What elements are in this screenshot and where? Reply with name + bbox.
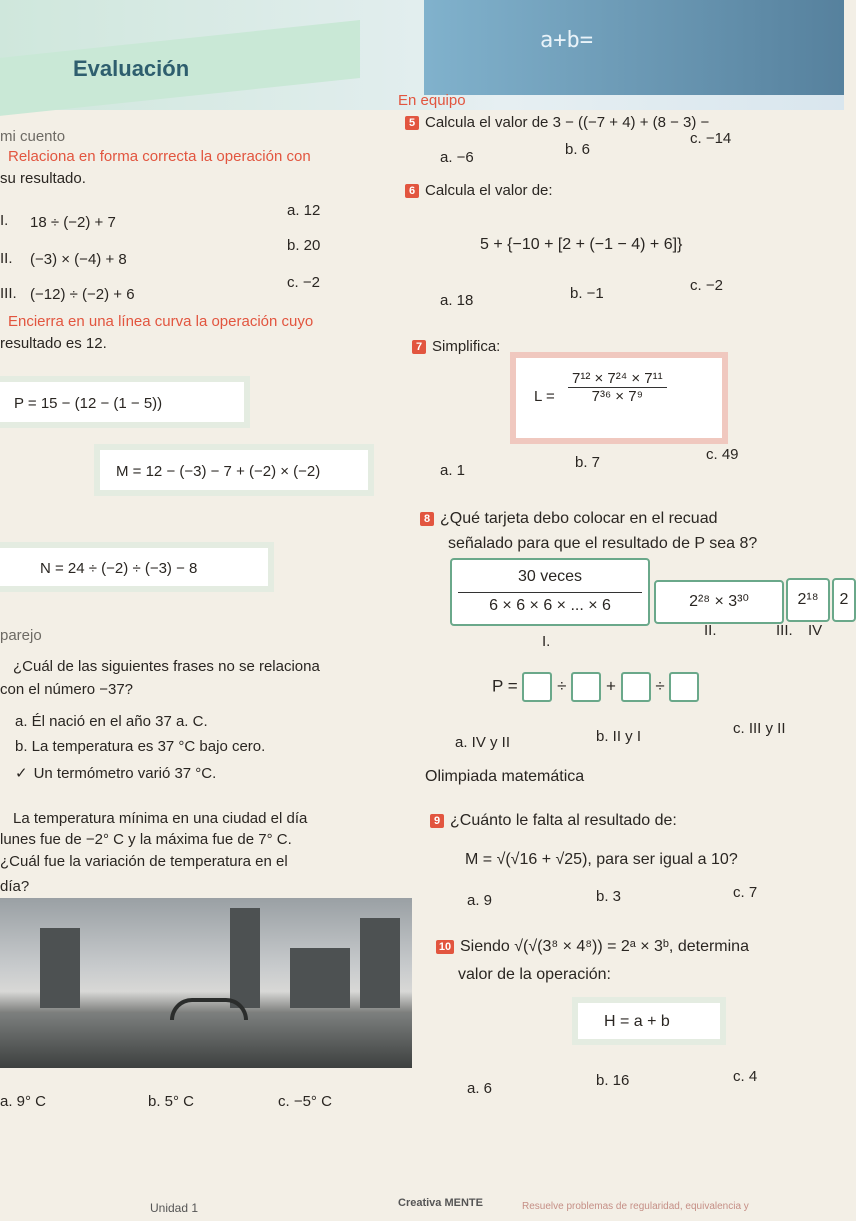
expression-card-m[interactable] (100, 450, 368, 490)
question-5 (405, 114, 709, 131)
question-9-option[interactable]: c. 7 (733, 884, 758, 901)
building-shape (40, 928, 80, 1008)
question-6-expression: 5 + {−10 + [2 + (−1 − 4) + 6]} (480, 236, 683, 253)
op-expression: (−12) ÷ (−2) + 6 (30, 286, 135, 303)
question-7-option[interactable]: c. 49 (706, 446, 739, 463)
card-label-bottom: 6 × 6 × 6 × ... × 6 (458, 592, 642, 615)
question-6-option[interactable]: c. −2 (690, 277, 723, 294)
answer-slot[interactable] (669, 672, 699, 702)
question-temp-line1: La temperatura mínima en una ciudad el día (13, 810, 308, 827)
question-number: 9 (430, 814, 444, 828)
question-9-option[interactable]: b. 3 (596, 888, 622, 905)
question-5-text: Calcula el valor de 3 − ((−7 + 4) + (8 − 3) − (425, 114, 710, 131)
question-6 (405, 182, 553, 199)
question-6-option[interactable]: b. −1 (570, 285, 604, 302)
question-temp-line4: día? (0, 878, 30, 895)
card-label-top: 30 veces (517, 568, 583, 585)
expression-h: H = a + b (604, 1013, 670, 1030)
answer-card-iv[interactable] (832, 578, 856, 622)
expression-m: M = 12 − (−3) − 7 + (−2) × (−2) (116, 463, 321, 480)
card-label: 2²⁸ × 3³⁰ (689, 593, 749, 610)
building-shape (360, 918, 400, 1008)
card-label: 2¹⁸ (797, 591, 819, 608)
instruction-encierra-line2: resultado es 12. (0, 335, 107, 352)
question-37-option-marked[interactable] (15, 764, 216, 782)
question-10-option[interactable]: a. 6 (467, 1080, 493, 1097)
expression-card-h (578, 1003, 720, 1039)
question-9-text: ¿Cuánto le falta al resultado de: (450, 812, 677, 829)
instruction-encierra: Encierra en una línea curva la operación cuyo (8, 313, 314, 330)
expression-card-n[interactable] (0, 548, 268, 586)
question-number: 10 (436, 940, 454, 954)
card-label: 2 (839, 591, 849, 608)
footer-unit: Unidad 1 (150, 1201, 199, 1215)
answer-slot[interactable] (621, 672, 651, 702)
question-10-text-line2: valor de la operación: (458, 966, 611, 983)
temp-option[interactable]: c. −5° C (278, 1093, 332, 1110)
question-9-expression: M = √(√16 + √25), para ser igual a 10? (465, 851, 738, 868)
answer-card-iii[interactable] (786, 578, 830, 622)
simplify-card (510, 352, 728, 444)
question-10-option[interactable]: b. 16 (596, 1072, 630, 1089)
question-8-option[interactable]: a. IV y II (455, 734, 511, 751)
instruction-relaciona (8, 148, 311, 165)
op-roman: II. (0, 250, 13, 267)
question-37-line2: con el número −37? (0, 681, 134, 698)
question-8-option[interactable]: b. II y I (596, 728, 642, 745)
card-roman: II. (704, 622, 717, 639)
op-option: a. 12 (287, 202, 321, 219)
fraction (568, 370, 667, 405)
footer-note: Resuelve problemas de regularidad, equivalencia y (522, 1201, 749, 1212)
fraction-numerator: 7¹² × 7²⁴ × 7¹¹ (568, 370, 667, 388)
header-decoration-text: a+b= (540, 28, 593, 53)
question-7-option[interactable]: a. 1 (440, 462, 466, 479)
footer-logo: Creativa MENTE (398, 1197, 483, 1209)
question-number: 5 (405, 116, 419, 130)
answer-slot[interactable] (522, 672, 552, 702)
simplify-lhs: L = (534, 388, 555, 405)
expression-p: P = 15 − (12 − (1 − 5)) (14, 395, 163, 412)
question-7-option[interactable]: b. 7 (575, 454, 601, 471)
operator: ÷ (655, 676, 665, 696)
expression-n: N = 24 ÷ (−2) ÷ (−3) − 8 (40, 560, 198, 577)
question-37-option[interactable]: b. La temperatura es 37 °C bajo cero. (15, 738, 266, 755)
question-temp-line2: lunes fue de −2° C y la máxima fue de 7° C. (0, 831, 292, 848)
simplify-fraction (568, 370, 667, 405)
equation-p (492, 672, 699, 702)
op-option: c. −2 (287, 274, 320, 291)
bridge-shape (170, 998, 248, 1020)
question-6-option[interactable]: a. 18 (440, 292, 474, 309)
question-10-option[interactable]: c. 4 (733, 1068, 758, 1085)
card-roman: III. (776, 622, 793, 639)
check-mark-icon: ✓ (15, 765, 28, 782)
op-expression: 18 ÷ (−2) + 7 (30, 214, 116, 231)
question-8-option[interactable]: c. III y II (733, 720, 786, 737)
equation-lhs: P = (492, 676, 518, 696)
question-number: 6 (405, 184, 419, 198)
question-8-text: ¿Qué tarjeta debo colocar en el recuad (440, 510, 718, 527)
question-9 (430, 812, 677, 830)
question-5-option[interactable]: c. −14 (690, 130, 732, 147)
temp-option[interactable]: b. 5° C (148, 1093, 195, 1110)
question-8 (420, 510, 718, 528)
cut-heading: mi cuento (0, 128, 66, 145)
building-shape (230, 908, 260, 1008)
card-roman: I. (542, 633, 551, 650)
question-37-option[interactable]: a. Él nació en el año 37 a. C. (15, 713, 208, 730)
expression-card-p[interactable] (0, 382, 244, 422)
operator: ÷ (557, 676, 567, 696)
answer-card-i[interactable] (450, 558, 650, 626)
question-6-text: Calcula el valor de: (425, 182, 553, 199)
building-shape (290, 948, 350, 1008)
question-37-line1: ¿Cuál de las siguientes frases no se relaciona (13, 658, 320, 675)
question-number: 7 (412, 340, 426, 354)
winter-city-photo (0, 898, 412, 1068)
instruction-relaciona-text: Relaciona en forma correcta la operación con (8, 148, 311, 165)
section-en-equipo: En equipo (398, 92, 466, 109)
question-number: 8 (420, 512, 434, 526)
answer-card-ii[interactable] (654, 580, 784, 624)
fraction-denominator: 7³⁶ × 7⁹ (591, 388, 643, 405)
frozen-pond (0, 1013, 412, 1068)
question-37-option-text: Un termómetro varió 37 °C. (33, 765, 217, 782)
page-footer (0, 1193, 844, 1221)
question-9-option[interactable]: a. 9 (467, 892, 493, 909)
question-10 (436, 938, 749, 956)
card-roman: IV (808, 622, 823, 639)
op-roman: III. (0, 285, 17, 302)
instruction-relaciona-line2: su resultado. (0, 170, 86, 187)
question-5-option[interactable]: a. −6 (440, 149, 474, 166)
page-title: Evaluación (73, 56, 190, 81)
question-temp-line3: ¿Cuál fue la variación de temperatura en el (0, 853, 288, 870)
temp-option[interactable]: a. 9° C (0, 1093, 47, 1110)
op-expression: (−3) × (−4) + 8 (30, 251, 127, 268)
header-decoration (424, 0, 844, 95)
section-olimpiada: Olimpiada matemática (425, 768, 585, 785)
question-5-option[interactable]: b. 6 (565, 141, 591, 158)
question-7 (412, 338, 500, 355)
cut-heading: parejo (0, 627, 42, 644)
op-option: b. 20 (287, 237, 321, 254)
op-roman: I. (0, 212, 9, 229)
question-10-text: Siendo √(√(3⁸ × 4⁸)) = 2ᵃ × 3ᵇ, determina (460, 938, 749, 955)
answer-slot[interactable] (571, 672, 601, 702)
operator: + (605, 676, 616, 696)
question-7-text: Simplifica: (432, 338, 501, 355)
question-8-text-line2: señalado para que el resultado de P sea 8? (448, 535, 758, 552)
